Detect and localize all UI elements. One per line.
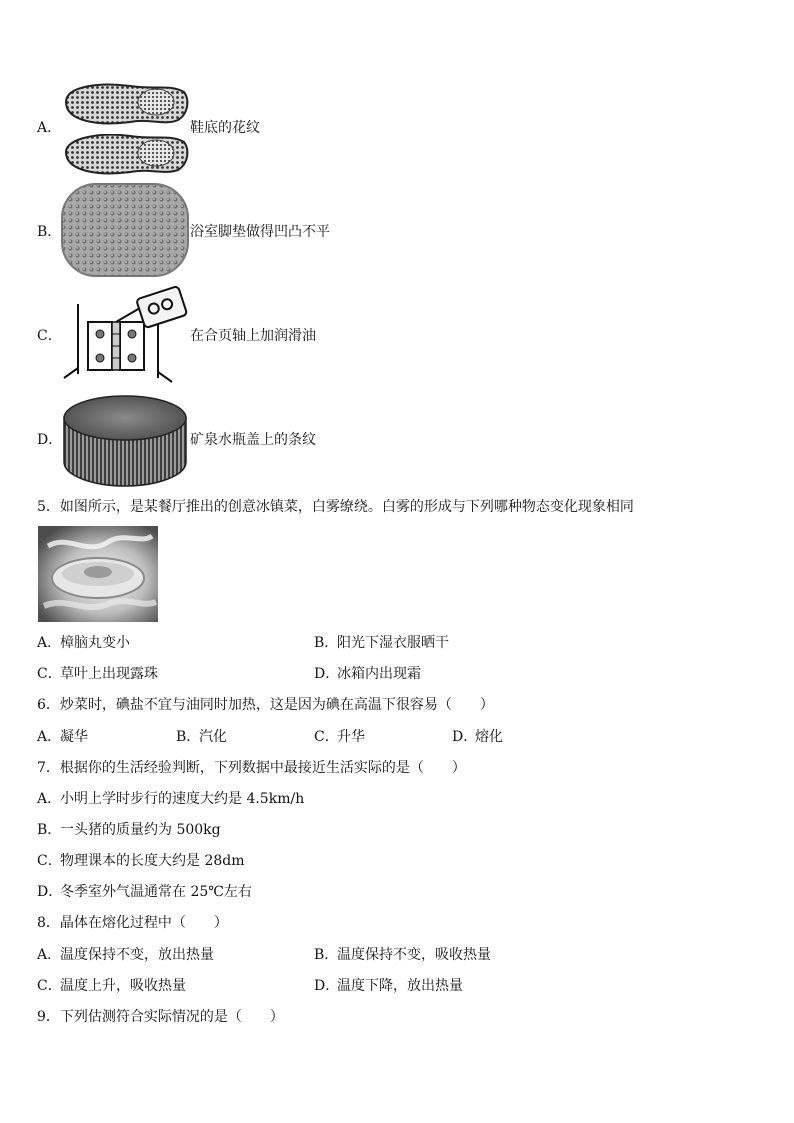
q4-option-a-text: 鞋底的花纹 [190, 120, 260, 136]
shoe-sole-image [60, 80, 190, 176]
q6-option-d-text: 熔化 [475, 729, 503, 745]
q6-option-b-letter: B． [176, 729, 201, 745]
q7-option-a-letter: A． [37, 791, 62, 807]
q7-option-b-letter: B． [37, 822, 62, 838]
q8-option-d-text: 温度下降，放出热量 [337, 978, 463, 994]
q8-option-a-letter: A． [37, 947, 62, 963]
bath-mat-image [60, 182, 190, 278]
q6-option-b-text: 汽化 [199, 729, 227, 745]
q6-option-c-text: 升华 [337, 729, 365, 745]
q4-option-d-letter: D． [37, 432, 63, 448]
q4-option-c-letter: C． [37, 328, 62, 344]
q8-option-d-letter: D． [314, 978, 340, 994]
q9-stem: 9．下列估测符合实际情况的是（ ） [37, 1009, 284, 1025]
q7-stem: 7．根据你的生活经验判断，下列数据中最接近生活实际的是（ ） [37, 760, 466, 776]
q6-option-a-letter: A． [37, 729, 62, 745]
q7-option-b-text: 一头猪的质量约为 500kg [60, 822, 221, 838]
q8-option-b-text: 温度保持不变，吸收热量 [337, 947, 491, 963]
q5-option-c-letter: C． [37, 666, 62, 682]
q8-option-c-letter: C． [37, 978, 62, 994]
q5-option-a-letter: A． [37, 635, 62, 651]
q5-stem: 5．如图所示，是某餐厅推出的创意冰镇菜，白雾缭绕。白雾的形成与下列哪种物态变化现象相同 [37, 499, 634, 515]
q5-option-b-text: 阳光下湿衣服晒干 [337, 635, 449, 651]
q8-option-b-letter: B． [314, 947, 339, 963]
q5-option-c-text: 草叶上出现露珠 [60, 666, 158, 682]
q7-option-a-text: 小明上学时步行的速度大约是 4.5km/h [60, 791, 305, 807]
q8-option-c-text: 温度上升，吸收热量 [60, 978, 186, 994]
q7-option-c-text: 物理课本的长度大约是 28dm [60, 853, 245, 869]
q7-option-d-text: 冬季室外气温通常在 25℃左右 [60, 884, 252, 900]
q7-option-d-letter: D． [37, 884, 63, 900]
ice-dish-mist-image [38, 526, 158, 622]
q6-option-c-letter: C． [314, 729, 339, 745]
q8-option-a-text: 温度保持不变，放出热量 [60, 947, 214, 963]
q4-option-b-letter: B． [37, 224, 62, 240]
q5-option-d-text: 冰箱内出现霜 [337, 666, 421, 682]
q6-stem: 6．炒菜时，碘盐不宜与油同时加热，这是因为碘在高温下很容易（ ） [37, 697, 494, 713]
q4-option-d-text: 矿泉水瓶盖上的条纹 [190, 432, 316, 448]
q7-option-c-letter: C． [37, 853, 62, 869]
hinge-oil-image [62, 286, 190, 386]
q5-option-b-letter: B． [314, 635, 339, 651]
q4-option-c-text: 在合页轴上加润滑油 [190, 328, 316, 344]
q6-option-d-letter: D． [452, 729, 478, 745]
q8-stem: 8．晶体在熔化过程中（ ） [37, 915, 228, 931]
q5-option-a-text: 樟脑丸变小 [60, 635, 130, 651]
q4-option-b-text: 浴室脚垫做得凹凸不平 [190, 224, 330, 240]
q5-option-d-letter: D． [314, 666, 340, 682]
q4-option-a-letter: A． [37, 120, 62, 136]
q6-option-a-text: 凝华 [60, 729, 88, 745]
bottle-cap-image [60, 392, 190, 488]
